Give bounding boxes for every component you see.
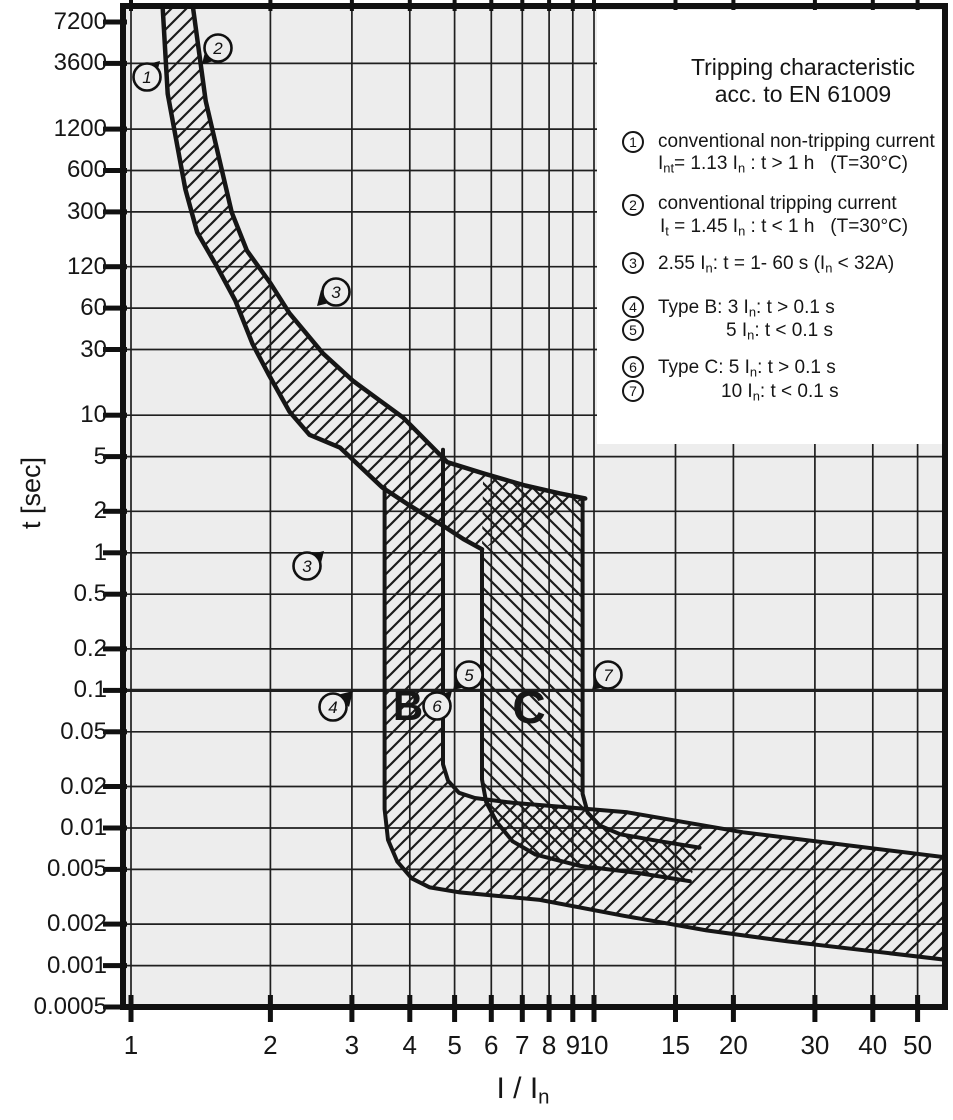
x-tick <box>915 995 920 1022</box>
marker-number: 6 <box>432 697 442 716</box>
marker-number: 1 <box>142 68 152 87</box>
x-tick-top <box>350 0 354 11</box>
y-tick-label: 0.2 <box>73 634 107 662</box>
region-label-c: C <box>512 680 546 733</box>
y-tick-label: 0.1 <box>73 676 107 704</box>
y-tick-label: 0.005 <box>46 855 107 883</box>
marker-number: 3 <box>302 557 312 576</box>
y-tick-label: 1 <box>93 538 107 566</box>
y-tick-label: 30 <box>80 335 107 363</box>
x-tick <box>349 995 354 1022</box>
y-tick-label: 120 <box>66 252 107 280</box>
plot-marker-6 <box>424 691 453 720</box>
x-tick-label: 30 <box>800 1030 830 1060</box>
x-tick-label: 15 <box>661 1030 690 1060</box>
plot-marker-2 <box>202 35 232 65</box>
y-tick-label: 0.02 <box>60 772 107 800</box>
legend-marker-1: 1 <box>622 131 644 153</box>
x-tick-top <box>129 0 133 11</box>
y-tick-label: 300 <box>66 197 107 225</box>
x-tick <box>812 995 817 1022</box>
x-tick-label: 5 <box>447 1030 462 1060</box>
legend-marker-4: 4 <box>622 296 644 318</box>
x-tick-top <box>489 0 493 11</box>
x-tick <box>870 995 875 1022</box>
x-tick-label: 1 <box>123 1030 139 1060</box>
x-tick <box>489 995 494 1022</box>
legend-title-line-2: acc. to EN 61009 <box>714 81 892 107</box>
legend-text: Type B: 3 $I_n$: t > 0.1 s <box>658 297 835 320</box>
x-tick-top <box>453 0 457 11</box>
marker-number: 3 <box>331 283 341 302</box>
legend-marker-5: 5 <box>622 319 644 341</box>
legend-text: $I_t = 1.45$ $I_n$ : t < 1 h (T=30°C) <box>660 216 909 239</box>
marker-number: 5 <box>464 666 474 685</box>
x-tick-label: 7 <box>515 1030 530 1060</box>
y-tick-label: 60 <box>80 294 107 322</box>
y-tick-label: 3600 <box>53 49 107 77</box>
x-tick <box>268 995 273 1022</box>
legend-title-line-1: Tripping characteristic <box>690 54 916 80</box>
x-tick <box>673 995 678 1022</box>
x-tick <box>547 995 552 1022</box>
marker-number: 4 <box>328 698 338 717</box>
x-tick-label: 6 <box>484 1030 499 1060</box>
x-tick-label: 8 <box>541 1030 557 1060</box>
x-tick-top <box>268 0 272 11</box>
y-tick-label: 0.01 <box>60 813 107 841</box>
y-tick-label: 10 <box>80 401 107 429</box>
x-tick-top <box>520 0 524 11</box>
marker-number: 2 <box>213 39 223 58</box>
x-tick <box>592 995 597 1022</box>
legend-text: conventional non-tripping current <box>658 131 935 152</box>
x-tick-label: 4 <box>402 1030 417 1060</box>
x-tick-top <box>408 0 412 11</box>
x-tick-label: 2 <box>263 1030 278 1060</box>
legend-text: Type C: 5 $I_n$: t > 0.1 s <box>658 357 836 380</box>
y-tick-label: 600 <box>66 156 107 184</box>
x-tick <box>731 995 736 1022</box>
legend-text: $I_{nt}= 1.13$ $I_n$ : t > 1 h (T=30°C) <box>658 153 908 176</box>
legend-marker-7: 7 <box>622 380 644 402</box>
x-tick-label: 9 <box>565 1030 581 1060</box>
y-tick-label: 5 <box>93 442 107 470</box>
legend-text: 5 $I_n$: t < 0.1 s <box>726 320 833 343</box>
x-tick-top <box>547 0 551 11</box>
legend-marker-2: 2 <box>622 194 644 216</box>
y-tick-label: 1200 <box>53 115 107 143</box>
x-tick <box>520 995 525 1022</box>
legend-text: 2.55 $I_n$: t = 1- 60 s $(I_n < 32A)$ <box>658 253 895 276</box>
legend-marker-6: 6 <box>622 356 644 378</box>
legend-text: 10 $I_n$: t < 0.1 s <box>721 381 839 404</box>
y-tick-label: 0.5 <box>73 580 107 608</box>
x-tick-label: 20 <box>718 1030 748 1060</box>
marker-number: 7 <box>603 666 613 685</box>
y-tick-label: 2 <box>93 497 107 525</box>
x-tick-label: 3 <box>344 1030 360 1060</box>
region-label-b: B <box>392 682 424 730</box>
y-tick-label: 0.0005 <box>33 992 107 1020</box>
x-tick <box>570 995 575 1022</box>
y-tick-label: 0.002 <box>46 910 107 938</box>
legend-text: conventional tripping current <box>658 193 897 214</box>
x-tick-top <box>592 0 596 11</box>
x-tick <box>407 995 412 1022</box>
x-tick-label: 50 <box>903 1030 933 1060</box>
legend-marker-3: 3 <box>622 252 644 274</box>
y-axis-title: t [sec] <box>16 456 46 530</box>
x-tick-label: 10 <box>579 1030 609 1060</box>
y-tick-label: 0.001 <box>46 951 107 979</box>
x-tick-top <box>571 0 575 11</box>
x-tick <box>129 995 134 1022</box>
y-tick-label: 7200 <box>53 7 107 35</box>
x-tick <box>452 995 457 1022</box>
x-axis-title: I / $I_n$ <box>496 1072 550 1109</box>
x-tick-label: 40 <box>858 1030 888 1060</box>
y-tick-label: 0.05 <box>60 717 107 745</box>
